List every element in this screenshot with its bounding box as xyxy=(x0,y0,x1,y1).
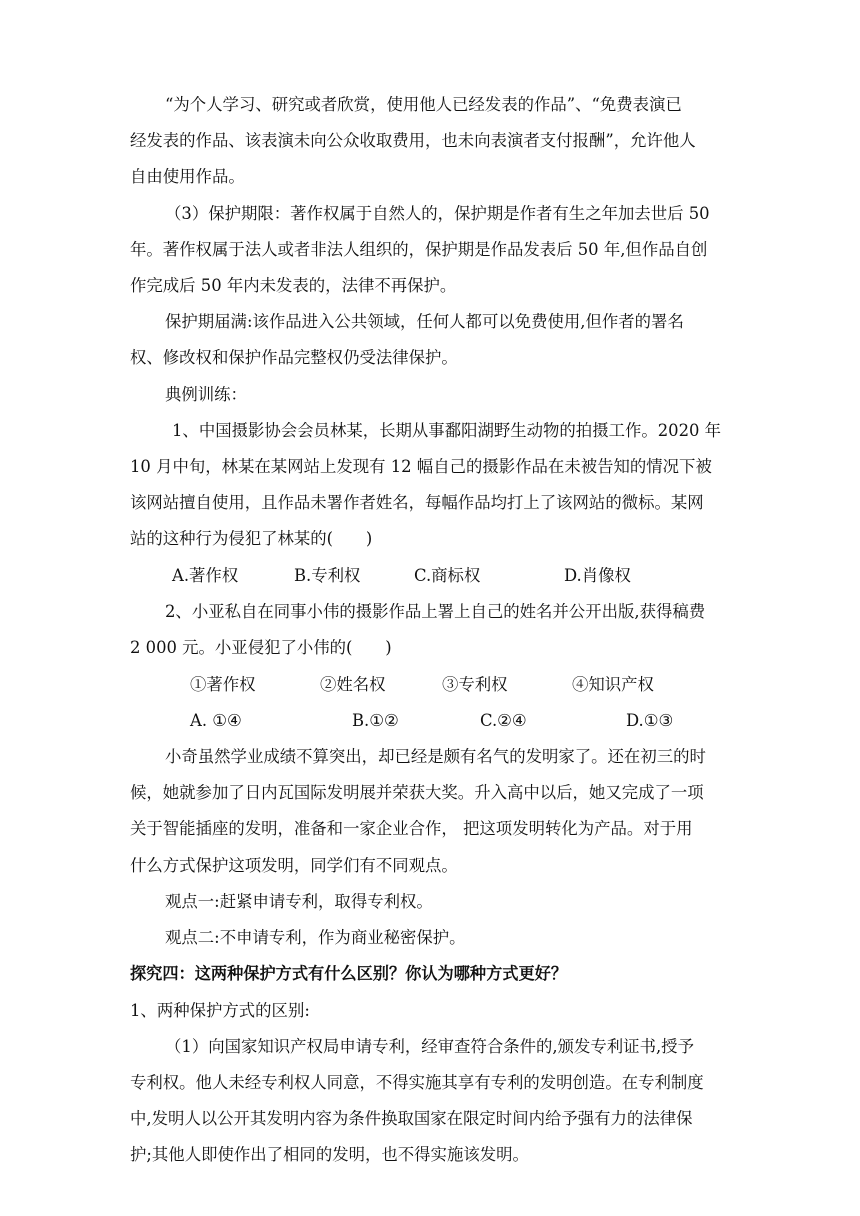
q1-option-d: D.肖像权 xyxy=(564,566,631,585)
question-1-line: 1、中国摄影协会会员林某，长期从事鄱阳湖野生动物的拍摄工作。2020 年 xyxy=(172,421,722,440)
question-1-line: 10 月中旬，林某在某网站上发现有 12 幅自己的摄影作品在未被告知的情况下被 xyxy=(130,457,712,476)
paragraph-line: 中,发明人以公开其发明内容为条件换取国家在限定时间内给予强有力的法律保 xyxy=(130,1109,693,1128)
paragraph-line: 作完成后 50 年内未发表的，法律不再保护。 xyxy=(130,276,457,295)
paragraph-line: （1）向国家知识产权局申请专利，经审查符合条件的,颁发专利证书,授予 xyxy=(165,1037,694,1056)
paragraph-line: （3）保护期限：著作权属于自然人的，保护期是作者有生之年加去世后 50 xyxy=(165,204,710,223)
paragraph-line: 专利权。他人未经专利权人同意，不得实施其享有专利的发明创造。在专利制度 xyxy=(130,1073,704,1092)
section-heading: 探究四：这两种保护方式有什么区别？你认为哪种方式更好？ xyxy=(130,964,568,983)
question-2-line: 2 000 元。小亚侵犯了小伟的( ) xyxy=(130,638,392,657)
viewpoint-2: 观点二:不申请专利，作为商业秘密保护。 xyxy=(165,928,466,947)
paragraph-line: 保护期届满:该作品进入公共领域，任何人都可以免费使用,但作者的署名 xyxy=(165,312,684,331)
paragraph-line: 小奇虽然学业成绩不算突出，却已经是颇有名气的发明家了。还在初三的时 xyxy=(165,747,706,766)
q2-option-c: C.②④ xyxy=(480,711,527,730)
paragraph-line: 年。著作权属于法人或者非法人组织的，保护期是作品发表后 50 年,但作品自创 xyxy=(130,240,708,259)
question-1-line: 该网站擅自使用，且作品未署作者姓名，每幅作品均打上了该网站的微标。某网 xyxy=(130,493,704,512)
q2-item-3: ③专利权 xyxy=(442,675,508,694)
q1-option-b: B.专利权 xyxy=(294,566,361,585)
paragraph-line: 候，她就参加了日内瓦国际发明展并荣获大奖。升入高中以后，她又完成了一项 xyxy=(130,783,704,802)
paragraph-line: 关于智能插座的发明，准备和一家企业合作， 把这项发明转化为产品。对于用 xyxy=(130,819,693,838)
q1-option-a: A.著作权 xyxy=(172,566,239,585)
q2-item-4: ④知识产权 xyxy=(572,675,654,694)
paragraph-line: 自由使用作品。 xyxy=(130,167,245,186)
q2-option-b: B.①② xyxy=(352,711,399,730)
paragraph-line: “为个人学习、研究或者欣赏，使用他人已经发表的作品”、“免费表演已 xyxy=(165,95,682,114)
q2-item-1: ①著作权 xyxy=(190,675,256,694)
question-2-line: 2、小亚私自在同事小伟的摄影作品上署上自己的姓名并公开出版,获得稿费 xyxy=(165,602,706,621)
paragraph-line: 什么方式保护这项发明，同学们有不同观点。 xyxy=(130,856,458,875)
q1-option-c: C.商标权 xyxy=(414,566,481,585)
paragraph-line: 经发表的作品、该表演未向公众收取费用，也未向表演者支付报酬”，允许他人 xyxy=(130,131,696,150)
question-1-line: 站的这种行为侵犯了林某的( ) xyxy=(130,529,373,548)
paragraph-line: 权、修改权和保护作品完整权仍受法律保护。 xyxy=(130,348,458,367)
viewpoint-1: 观点一:赶紧申请专利，取得专利权。 xyxy=(165,892,433,911)
section-label: 典例训练： xyxy=(165,385,247,404)
q2-item-2: ②姓名权 xyxy=(320,675,386,694)
paragraph-line: 护;其他人即使作出了相同的发明，也不得实施该发明。 xyxy=(130,1145,529,1164)
q2-option-a: A. ①④ xyxy=(190,711,242,730)
subheading: 1、两种保护方式的区别: xyxy=(130,1001,310,1020)
q2-option-d: D.①③ xyxy=(626,711,674,730)
